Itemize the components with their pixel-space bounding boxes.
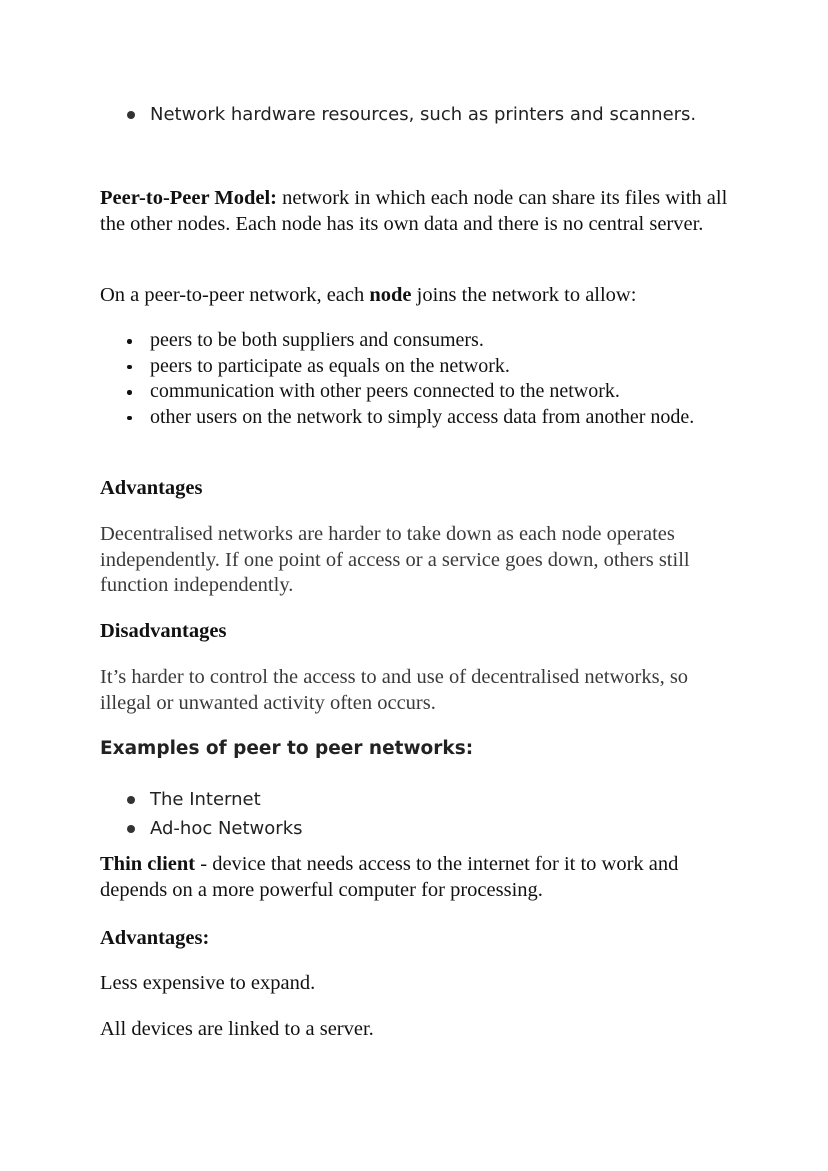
bullet-icon	[127, 111, 135, 119]
thin-client-advantage-1: Less expensive to expand.	[100, 972, 316, 994]
node-term: node	[369, 284, 412, 306]
advantages-text: Decentralised networks are harder to take down as each node operates independently. If one point of access or a service goes down, others still function independently.	[100, 523, 690, 596]
thin-client-definition	[100, 852, 710, 903]
list-item: other users on the network to simply access data from another node.	[100, 405, 705, 431]
p2p-definition	[100, 186, 730, 237]
list-item: The Internet	[100, 785, 303, 814]
thin-client-term: Thin client	[100, 853, 196, 875]
examples-list	[100, 785, 303, 843]
bullet-icon	[127, 796, 135, 804]
advantages-heading: Advantages	[100, 477, 203, 499]
p2p-definition-text: network in which each node can share its files with all the other nodes. Each node has its own data and there is no central server.	[100, 187, 728, 235]
list-item: peers to be both suppliers and consumers.	[100, 328, 720, 354]
examples-heading: Examples of peer to peer networks:	[100, 738, 474, 759]
hardware-resources-list	[100, 100, 696, 129]
bullet-icon	[127, 825, 135, 833]
list-item: Network hardware resources, such as printers and scanners.	[100, 100, 696, 129]
disadvantages-heading: Disadvantages	[100, 620, 227, 642]
p2p-term: Peer-to-Peer Model:	[100, 187, 277, 209]
list-item: Ad-hoc Networks	[100, 814, 303, 843]
p2p-allow-list	[100, 328, 720, 430]
bullet-icon	[127, 339, 132, 344]
list-item: peers to participate as equals on the network.	[100, 354, 720, 380]
list-item: communication with other peers connected to the network.	[100, 379, 720, 405]
p2p-lead: On a peer-to-peer network, each node joins the network to allow:	[100, 284, 637, 306]
bullet-icon	[127, 390, 132, 395]
bullet-icon	[127, 416, 132, 421]
thin-client-advantages-heading: Advantages:	[100, 927, 210, 949]
disadvantages-text: It’s harder to control the access to and use of decentralised networks, so illegal or unwanted activity often occurs.	[100, 666, 689, 714]
thin-client-definition-text: - device that needs access to the internet for it to work and depends on a more powerful computer for processing.	[100, 853, 679, 901]
thin-client-advantage-2: All devices are linked to a server.	[100, 1018, 374, 1040]
bullet-icon	[127, 365, 132, 370]
